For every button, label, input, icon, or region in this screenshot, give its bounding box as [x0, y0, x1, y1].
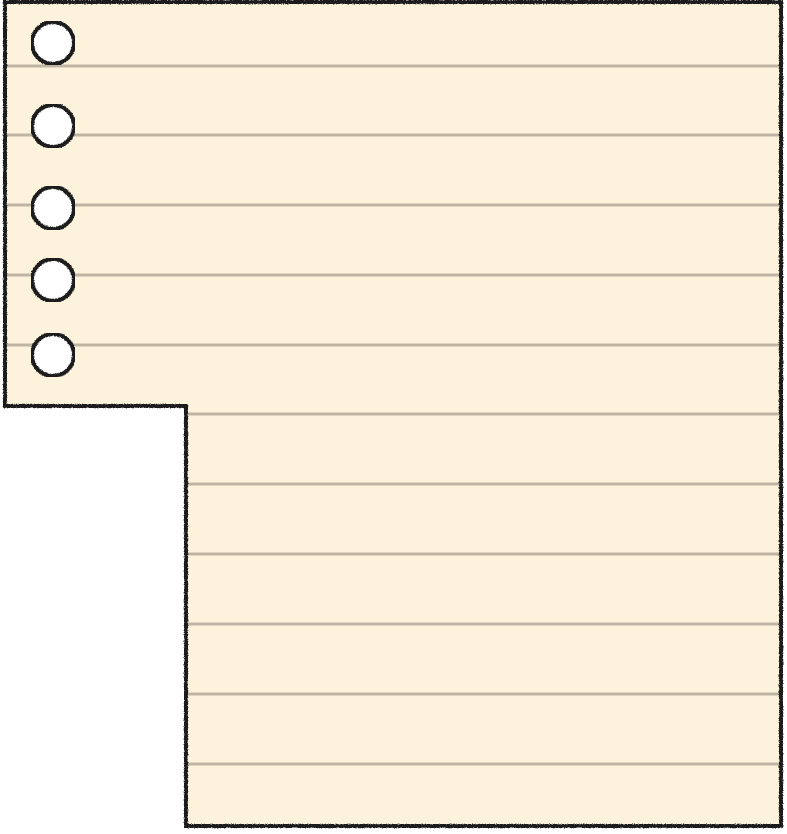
binder-hole — [32, 105, 74, 147]
binder-hole — [32, 22, 74, 64]
binder-hole — [32, 334, 74, 376]
binder-hole — [32, 187, 74, 229]
binder-hole — [32, 259, 74, 301]
